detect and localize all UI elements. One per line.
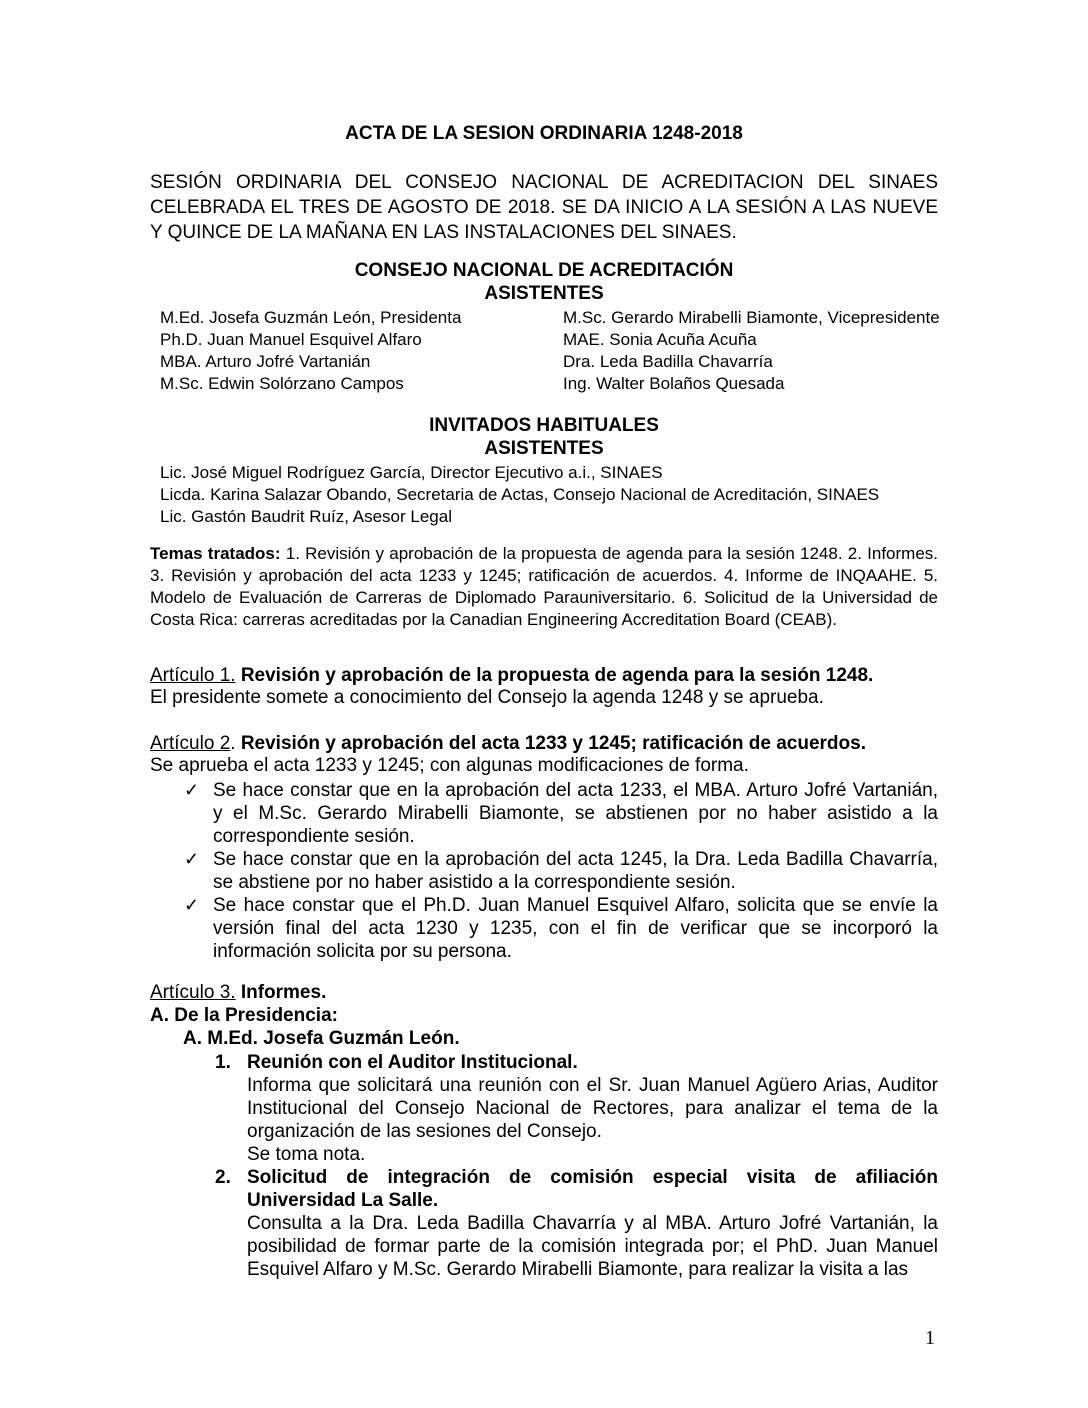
bullet-text: Se hace constar que en la aprobación del acta 1245, la Dra. Leda Badilla Chavarría, se abstiene por no haber asistido a la correspondiente sesión. <box>213 849 938 893</box>
article-2-body: Se aprueba el acta 1233 y 1245; con algunas modificaciones de forma. <box>150 755 749 776</box>
section-a-heading: A. De la Presidencia: <box>150 1005 338 1026</box>
report-item-1 <box>215 1051 938 1166</box>
report-item-2 <box>215 1166 938 1281</box>
council-attendees-right <box>563 307 940 395</box>
article-2 <box>150 733 938 777</box>
bullet-text: Se hace constar que el Ph.D. Juan Manuel Esquivel Alfaro, solicita que se envíe la versión final del acta 1230 y 1235, con el fin de verificar que se incorporó la información solicita por su persona. <box>213 895 938 962</box>
item-number: 2. <box>215 1167 231 1188</box>
list-item <box>150 848 938 894</box>
item-body: Informa que solicitará una reunión con el Sr. Juan Manuel Agüero Arias, Auditor Institucional del Consejo Nacional de Rectores, para analizar el tema de la organización de las sesiones del Consejo. <box>247 1075 938 1142</box>
item-heading: Solicitud de integración de comisión especial visita de afiliación Universidad La Salle. <box>247 1167 938 1211</box>
item-note: Se toma nota. <box>247 1144 366 1165</box>
topics-label: Temas tratados: <box>150 544 281 563</box>
attendee: Dra. Leda Badilla Chavarría <box>563 352 773 371</box>
guest: Lic. José Miguel Rodríguez García, Director Ejecutivo a.i., SINAES <box>160 463 663 482</box>
attendee: M.Sc. Edwin Solórzano Campos <box>160 374 404 393</box>
guests-subheading: ASISTENTES <box>484 438 604 459</box>
council-heading: CONSEJO NACIONAL DE ACREDITACIÓN <box>354 260 734 281</box>
attendee: MBA. Arturo Jofré Vartanián <box>160 352 371 371</box>
list-item <box>150 779 938 848</box>
bullet-text: Se hace constar que en la aprobación del acta 1233, el MBA. Arturo Jofré Vartanián, y el M.Sc. Gerardo Mirabelli Biamonte, se abstienen por no haber asistido a la correspondiente sesión. <box>213 780 938 847</box>
check-icon: ✓ <box>184 849 200 869</box>
article-1-heading: Revisión y aprobación de la propuesta de agenda para la sesión 1248. <box>235 665 874 686</box>
item-number: 1. <box>215 1052 231 1073</box>
topics-text: 1. Revisión y aprobación de la propuesta de agenda para la sesión 1248. 2. Informes. 3. Revisión y aprobación del acta 1233 y 1245; ratificación de acuerdos. 4. Informe de INQAAHE. 5. Modelo de Evaluación de Carreras de Diplomado Parauniversitario. 6. Solicitud de la Universidad de Costa Rica: carreras acreditadas por la Canadian Engineering Accreditation Board (CEAB). <box>150 544 938 629</box>
page-number: 1 <box>925 1327 935 1349</box>
guests-list <box>160 462 879 528</box>
article-3-heading: Informes. <box>235 982 327 1003</box>
attendee: MAE. Sonia Acuña Acuña <box>563 330 757 349</box>
article-2-separator: . <box>230 733 241 754</box>
article-3-label: Artículo 3. <box>150 982 236 1003</box>
attendee: Ph.D. Juan Manuel Esquivel Alfaro <box>160 330 422 349</box>
topics-paragraph <box>150 543 938 631</box>
guest: Lic. Gastón Baudrit Ruíz, Asesor Legal <box>160 507 452 526</box>
check-icon: ✓ <box>184 895 200 915</box>
check-icon: ✓ <box>184 780 200 800</box>
session-intro: SESIÓN ORDINARIA DEL CONSEJO NACIONAL DE ACREDITACION DEL SINAES CELEBRADA EL TRES DE AGOSTO DE 2018. SE DA INICIO A LA SESIÓN A LAS NUEVE Y QUINCE DE LA MAÑANA EN LAS INSTALACIONES DEL SINAES. <box>150 172 938 243</box>
attendee: M.Ed. Josefa Guzmán León, Presidenta <box>160 308 462 327</box>
attendee: Ing. Walter Bolaños Quesada <box>563 374 785 393</box>
article-1 <box>150 665 938 709</box>
article-2-bullets <box>150 779 938 963</box>
document-title: ACTA DE LA SESION ORDINARIA 1248-2018 <box>345 123 743 144</box>
article-2-heading: Revisión y aprobación del acta 1233 y 1245; ratificación de acuerdos. <box>240 733 866 754</box>
guests-heading: INVITADOS HABITUALES <box>429 415 659 436</box>
council-subheading: ASISTENTES <box>484 283 604 304</box>
article-3 <box>150 982 938 1004</box>
council-attendees-left <box>160 307 461 395</box>
item-body: Consulta a la Dra. Leda Badilla Chavarría y al MBA. Arturo Jofré Vartanián, la posibilidad de formar parte de la comisión integrada por; el PhD. Juan Manuel Esquivel Alfaro y M.Sc. Gerardo Mirabelli Biamonte, para realizar la visita a las <box>247 1213 938 1280</box>
subsection-a-heading: A. M.Ed. Josefa Guzmán León. <box>183 1028 460 1049</box>
list-item <box>150 894 938 963</box>
article-1-body: El presidente somete a conocimiento del Consejo la agenda 1248 y se aprueba. <box>150 687 824 708</box>
guest: Licda. Karina Salazar Obando, Secretaria de Actas, Consejo Nacional de Acreditación, SINAES <box>160 485 880 504</box>
attendee: M.Sc. Gerardo Mirabelli Biamonte, Vicepresidente <box>563 308 940 327</box>
article-1-label: Artículo 1. <box>150 665 236 686</box>
article-2-label: Artículo 2 <box>150 733 231 754</box>
item-heading: Reunión con el Auditor Institucional. <box>247 1052 578 1073</box>
